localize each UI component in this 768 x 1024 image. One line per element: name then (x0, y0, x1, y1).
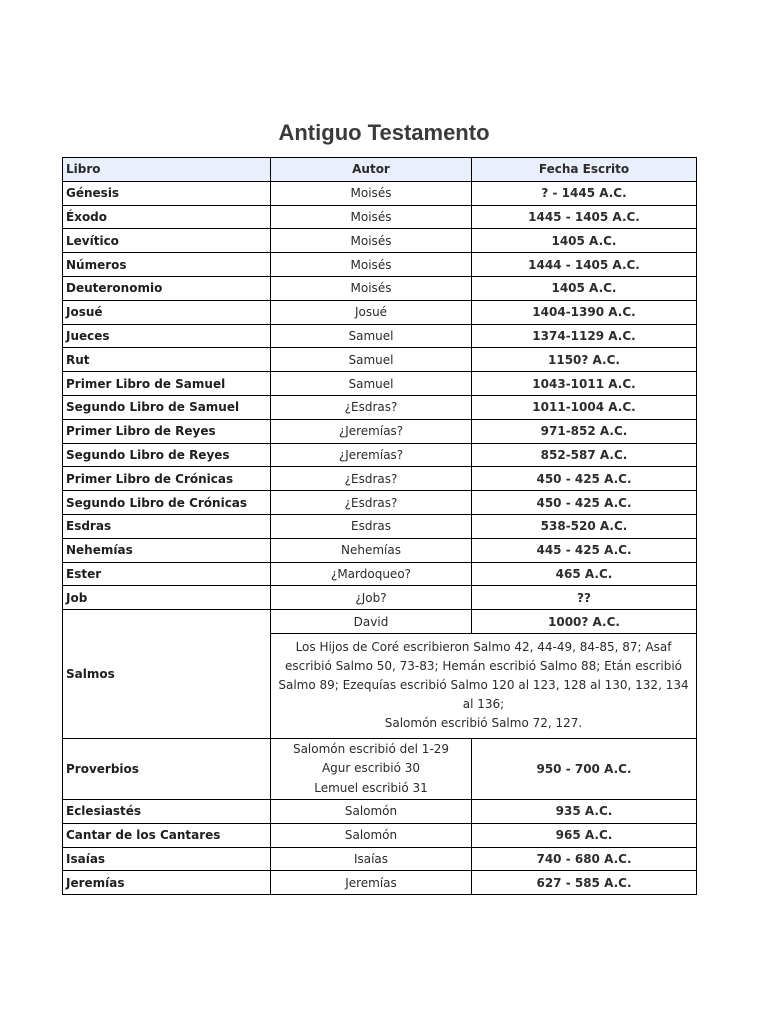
table-row (63, 253, 697, 277)
date-cell: 1444 - 1405 A.C. (472, 253, 697, 277)
date-cell: 935 A.C. (472, 799, 697, 823)
book-cell: Ester (63, 562, 271, 586)
author-cell: Moisés (271, 229, 472, 253)
book-cell: Cantar de los Cantares (63, 823, 271, 847)
author-cell: ¿Jeremías? (271, 419, 472, 443)
table-header-row (63, 158, 697, 182)
date-cell: 465 A.C. (472, 562, 697, 586)
author-cell (271, 738, 472, 799)
date-cell: 627 - 585 A.C. (472, 871, 697, 895)
table-row (63, 324, 697, 348)
table-row (63, 205, 697, 229)
table-row (63, 300, 697, 324)
table-row (63, 348, 697, 372)
date-cell: 1150? A.C. (472, 348, 697, 372)
date-cell: 965 A.C. (472, 823, 697, 847)
book-cell: Jeremías (63, 871, 271, 895)
date-cell: 1000? A.C. (472, 610, 697, 634)
table-row (63, 514, 697, 538)
book-cell: Salmos (63, 610, 271, 739)
date-cell: 852-587 A.C. (472, 443, 697, 467)
author-cell: Moisés (271, 276, 472, 300)
book-cell: Segundo Libro de Samuel (63, 395, 271, 419)
date-cell: 740 - 680 A.C. (472, 847, 697, 871)
author-cell: ¿Esdras? (271, 467, 472, 491)
table-row (63, 443, 697, 467)
table-row (63, 799, 697, 823)
date-cell: ?? (472, 586, 697, 610)
date-cell: 538-520 A.C. (472, 514, 697, 538)
book-cell: Jueces (63, 324, 271, 348)
date-cell: 1011-1004 A.C. (472, 395, 697, 419)
proverbios-author-line: Salomón escribió del 1-29 (292, 741, 450, 756)
date-cell: 1404-1390 A.C. (472, 300, 697, 324)
book-cell: Éxodo (63, 205, 271, 229)
author-cell: Josué (271, 300, 472, 324)
book-cell: Segundo Libro de Reyes (63, 443, 271, 467)
header-book: Libro (63, 158, 271, 182)
table-row (63, 562, 697, 586)
book-cell: Levítico (63, 229, 271, 253)
author-cell: Isaías (271, 847, 472, 871)
book-cell: Rut (63, 348, 271, 372)
author-cell: David (271, 610, 472, 634)
date-cell: 971-852 A.C. (472, 419, 697, 443)
proverbios-author-line: Agur escribió 30 (321, 761, 421, 776)
author-cell: Moisés (271, 181, 472, 205)
author-cell: Samuel (271, 324, 472, 348)
table-row (63, 467, 697, 491)
header-author: Autor (271, 158, 472, 182)
date-cell: 450 - 425 A.C. (472, 491, 697, 515)
author-cell: ¿Esdras? (271, 491, 472, 515)
date-cell: 1405 A.C. (472, 229, 697, 253)
book-cell: Josué (63, 300, 271, 324)
table-row (63, 847, 697, 871)
date-cell: 1374-1129 A.C. (472, 324, 697, 348)
author-cell: Esdras (271, 514, 472, 538)
salmos-salomon-text: Salomón escribió Salmo 72, 127. (384, 716, 583, 731)
book-cell: Primer Libro de Crónicas (63, 467, 271, 491)
author-cell: ¿Job? (271, 586, 472, 610)
author-cell: ¿Mardoqueo? (271, 562, 472, 586)
table-row (63, 276, 697, 300)
date-cell: 445 - 425 A.C. (472, 538, 697, 562)
book-cell: Deuteronomio (63, 276, 271, 300)
author-cell: Nehemías (271, 538, 472, 562)
proverbios-author-line: Lemuel escribió 31 (314, 780, 428, 795)
author-cell: Salomón (271, 799, 472, 823)
table-row (63, 871, 697, 895)
salmos-other-authors-text: Los Hijos de Coré escribieron Salmo 42, 44-49, 84-85, 87; Asaf escribió Salmo 50, 73-83; Hemán escribió Salmo 88; Etán escribió Salmo 89; Ezequías escribió Salmo 120 al 123, 128 al 130, 132, 134 al 136; (278, 640, 689, 712)
header-date: Fecha Escrito (472, 158, 697, 182)
books-table (62, 157, 697, 895)
table-row (63, 229, 697, 253)
author-cell: ¿Esdras? (271, 395, 472, 419)
table-row (63, 395, 697, 419)
book-cell: Segundo Libro de Crónicas (63, 491, 271, 515)
date-cell: 1445 - 1405 A.C. (472, 205, 697, 229)
author-cell: Salomón (271, 823, 472, 847)
table-row (63, 372, 697, 396)
book-cell: Job (63, 586, 271, 610)
date-cell: 450 - 425 A.C. (472, 467, 697, 491)
author-cell: Samuel (271, 348, 472, 372)
book-cell: Nehemías (63, 538, 271, 562)
author-cell: Moisés (271, 253, 472, 277)
author-cell: Moisés (271, 205, 472, 229)
date-cell: 1405 A.C. (472, 276, 697, 300)
book-cell: Proverbios (63, 738, 271, 799)
book-cell: Eclesiastés (63, 799, 271, 823)
book-cell: Primer Libro de Samuel (63, 372, 271, 396)
date-cell: 950 - 700 A.C. (472, 738, 697, 799)
salmos-other-authors-cell (271, 633, 697, 738)
table-row-proverbios (63, 738, 697, 799)
page-title: Antiguo Testamento (278, 120, 490, 145)
book-cell: Esdras (63, 514, 271, 538)
book-cell: Primer Libro de Reyes (63, 419, 271, 443)
author-cell: Jeremías (271, 871, 472, 895)
table-row (63, 419, 697, 443)
table-row (63, 181, 697, 205)
date-cell: 1043-1011 A.C. (472, 372, 697, 396)
table-row (63, 491, 697, 515)
table-row (63, 823, 697, 847)
author-cell: Samuel (271, 372, 472, 396)
table-row (63, 586, 697, 610)
book-cell: Números (63, 253, 271, 277)
book-cell: Génesis (63, 181, 271, 205)
author-cell: ¿Jeremías? (271, 443, 472, 467)
book-cell: Isaías (63, 847, 271, 871)
date-cell: ? - 1445 A.C. (472, 181, 697, 205)
table-row (63, 538, 697, 562)
table-row-salmos (63, 610, 697, 634)
